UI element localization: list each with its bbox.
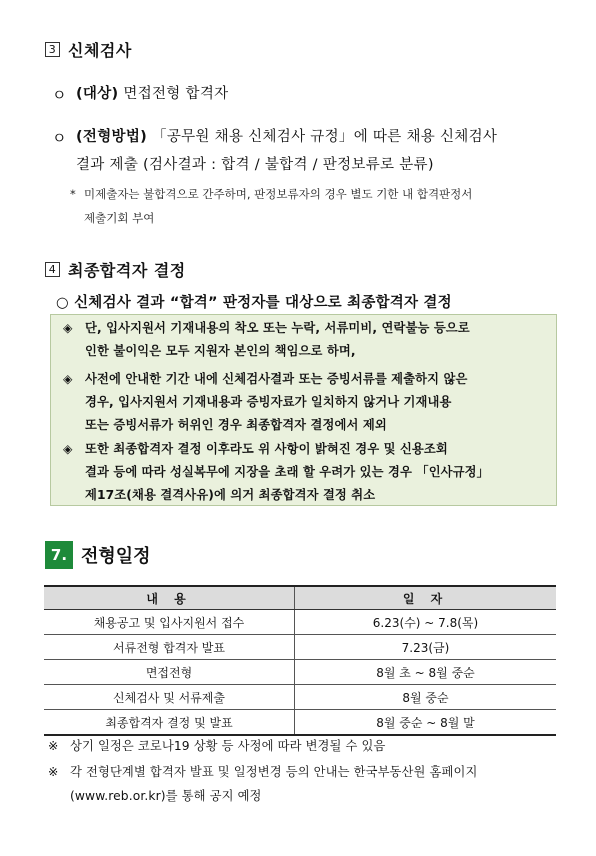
final-decision-lead: ○ 신체검사 결과 “합격” 판정자를 대상으로 최종합격자 결정 [56,295,452,311]
condition-item [63,438,543,507]
table-row [44,710,556,736]
condition-line: 결과 등에 따라 성실복무에 지장을 초래 할 우려가 있는 경우 「인사규정」 [85,465,490,479]
cell-date: 8월 중순 [295,685,557,710]
diamond-bullet: ◈ [63,372,73,386]
cell-content: 신체검사 및 서류제출 [44,685,295,710]
section-title: 최종합격자 결정 [68,261,186,280]
section-number-box: 4 [45,262,60,277]
schedule-table [44,585,556,736]
note-text-line2: (www.reb.or.kr)를 통해 공지 예정 [70,789,262,803]
bullet-circle: ㅇ [52,129,67,147]
condition-line: 또한 최종합격자 결정 이후라도 위 사항이 밝혀진 경우 및 신용조회 [85,442,448,456]
method-text: 「공무원 채용 신체검사 규정」에 따른 채용 신체검사 [152,129,498,145]
target-text: 면접전형 합격자 [123,86,229,102]
section-title: 전형일정 [81,546,151,567]
table-row [44,635,556,660]
conditions-box [50,314,557,506]
cell-content: 최종합격자 결정 및 발표 [44,710,295,736]
note-line1: 미제출자는 불합격으로 간주하며, 판정보류자의 경우 별도 기한 내 합격판정서 [84,187,473,201]
table-row [44,610,556,635]
table-row [44,685,556,710]
cell-date: 8월 초 ~ 8월 중순 [295,660,557,685]
condition-line: 사전에 안내한 기간 내에 신체검사결과 또는 증빙서류를 제출하지 않은 [85,372,468,386]
method-text-line2: 결과 제출 (검사결과 : 합격 / 불합격 / 판정보류로 분류) [76,157,434,173]
note-text: 상기 일정은 코로나19 상황 등 사정에 따라 변경될 수 있음 [70,739,386,753]
diamond-bullet: ◈ [63,442,73,456]
table-header-row [44,586,556,610]
diamond-bullet: ◈ [63,321,73,335]
table-row [44,660,556,685]
section-3-heading [45,38,132,61]
section-title: 신체검사 [68,41,132,60]
target-label: (대상) [76,86,119,102]
note-mark: ※ [48,739,59,753]
cell-content: 서류전형 합격자 발표 [44,635,295,660]
header-content: 내 용 [44,586,295,610]
condition-line: 경우, 입사지원서 기재내용과 증빙자료가 일치하지 않거나 기재내용 [85,395,452,409]
method-label: (전형방법) [76,129,148,145]
condition-item [63,368,543,437]
target-paragraph [76,80,228,108]
cell-content: 채용공고 및 입사지원서 접수 [44,610,295,635]
cell-date: 6.23(수) ~ 7.8(목) [295,610,557,635]
section-4-heading [45,258,186,281]
method-paragraph [76,123,566,179]
schedule-note [48,734,570,758]
note-text: 각 전형단계별 합격자 발표 및 일정변경 등의 안내는 한국부동산원 홈페이지 [70,765,478,779]
note-mark: * [70,187,76,201]
condition-line: 제17조(채용 결격사유)에 의거 최종합격자 결정 취소 [85,488,376,502]
condition-line: 인한 불이익은 모두 지원자 본인의 책임으로 하며, [85,344,356,358]
header-date: 일 자 [295,586,557,610]
cell-date: 7.23(금) [295,635,557,660]
cell-content: 면접전형 [44,660,295,685]
condition-item [63,317,543,363]
note-line2: 제출기회 부여 [84,211,155,225]
condition-line: 또는 증빙서류가 허위인 경우 최종합격자 결정에서 제외 [85,418,387,432]
note-mark: ※ [48,765,59,779]
bullet-circle: ㅇ [52,86,67,104]
cell-date: 8월 중순 ~ 8월 말 [295,710,557,736]
condition-line: 단, 입사지원서 기재내용의 착오 또는 누락, 서류미비, 연락불능 등으로 [85,321,470,335]
announcement-note [48,760,570,808]
section-number-box: 3 [45,42,60,57]
section-number-badge: 7. [45,541,73,569]
submission-note [70,182,564,230]
section-7-heading [45,541,151,569]
